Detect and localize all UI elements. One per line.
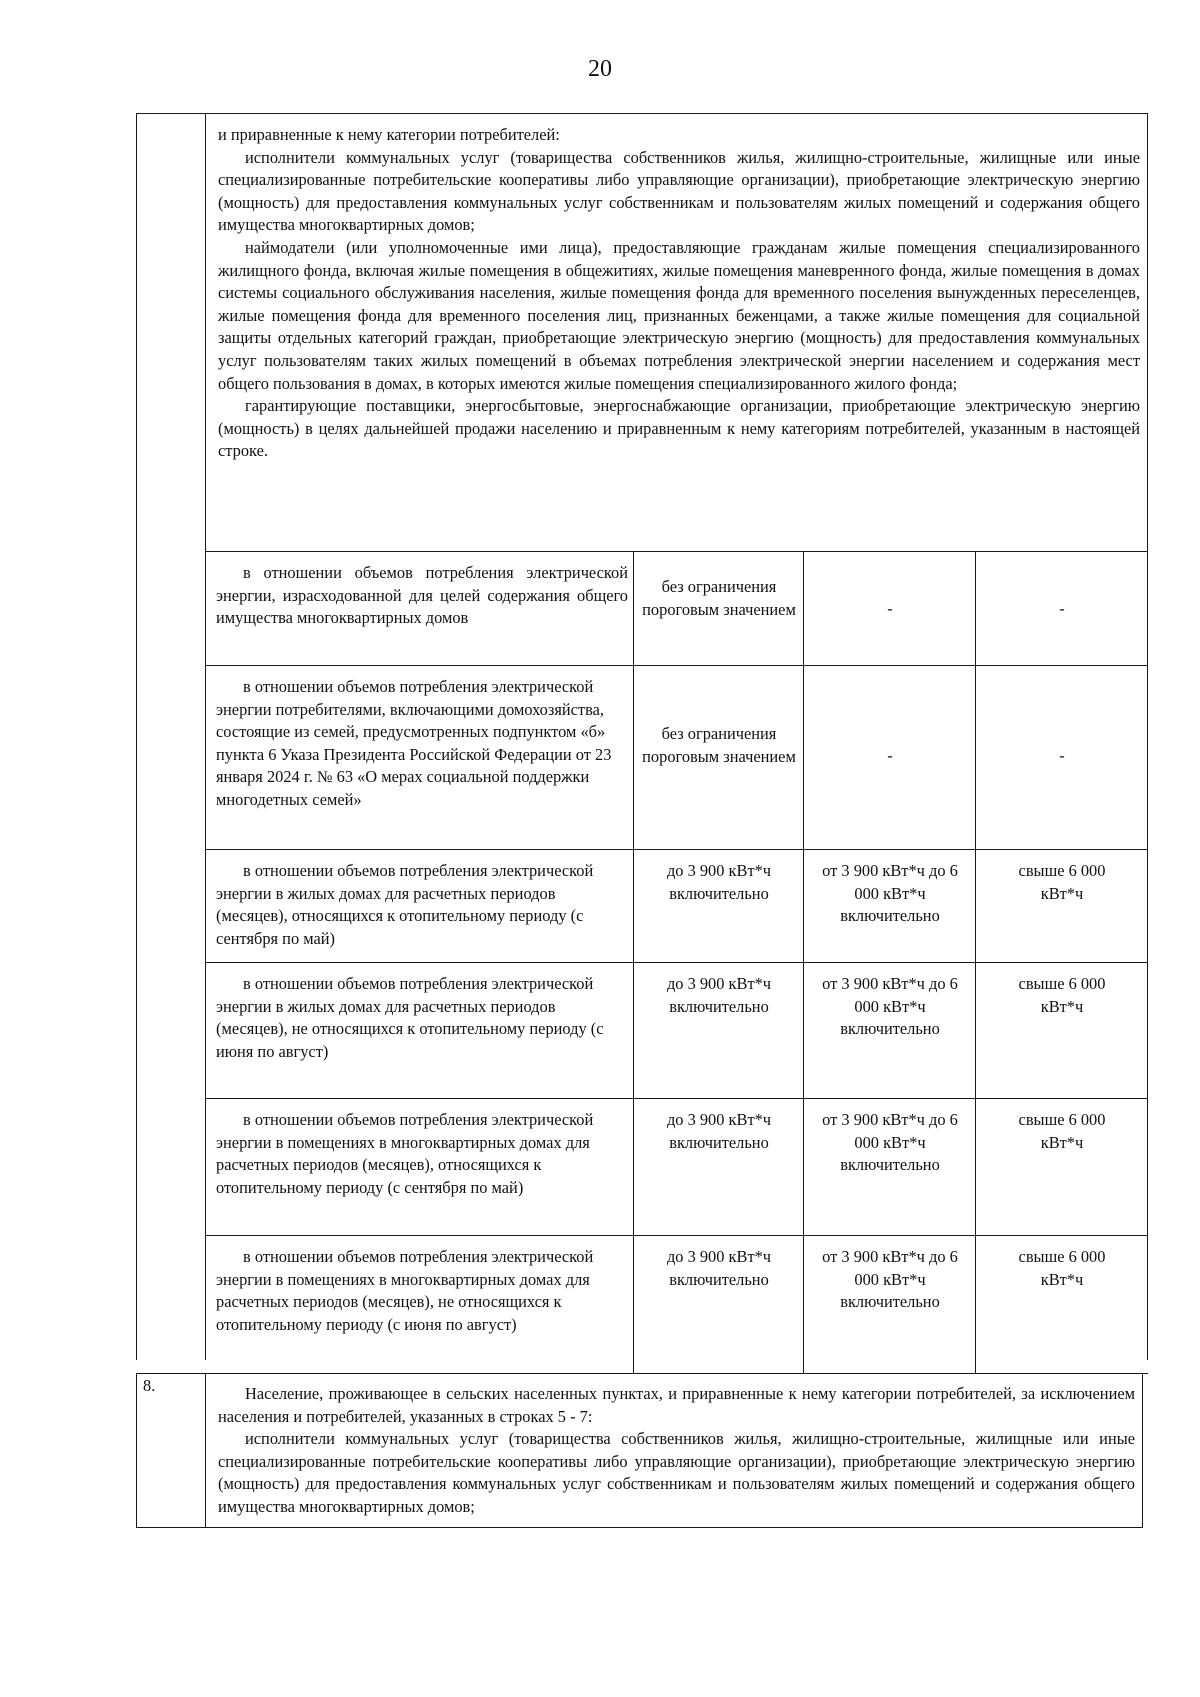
- row-divider: [205, 551, 1148, 552]
- paragraph: исполнители коммунальных услуг (товарищества собственников жилья, жилищно-строительные, жилищные или иные специализированные потребительские кооперативы либо управляющие организации), приобретающие электрическую энергию (мощность) для предоставления коммунальных услуг собственникам и пользователям жилых помещений и содержания общего имущества многоквартирных домов;: [218, 147, 1140, 235]
- paragraph: Население, проживающее в сельских населенных пунктах, и приравненные к нему категории потребителей, за исключением населения и потребителей, указанных в строках 5 - 7:: [218, 1384, 1135, 1426]
- range-2-value: от 3 900 кВт*ч до 6 000 кВт*ч включительно: [822, 974, 958, 1039]
- range-3-value: -: [1059, 599, 1065, 618]
- row-8-text: [218, 1383, 1135, 1519]
- range-1-value: до 3 900 кВт*ч включительно: [666, 1247, 772, 1289]
- paragraph: гарантирующие поставщики, энергосбытовые, энергоснабжающие организации, приобретающие электрическую энергию (мощность) в целях дальнейшей продажи населению и приравненным к нему категориям потребителей, указанным в настоящей строке.: [218, 396, 1140, 461]
- range-2-value: от 3 900 кВт*ч до 6 000 кВт*ч включительно: [822, 1247, 958, 1312]
- range-3-value: свыше 6 000 кВт*ч: [1018, 974, 1106, 1016]
- range-3-value: свыше 6 000 кВт*ч: [1018, 1110, 1106, 1152]
- top-section-text: [218, 124, 1140, 463]
- row-8-number-divider: [205, 1373, 206, 1527]
- range-2-value: от 3 900 кВт*ч до 6 000 кВт*ч включительно: [822, 1110, 958, 1175]
- range-2-value: -: [887, 746, 893, 765]
- range-3-value: -: [1059, 746, 1065, 765]
- row-8-top-border: [136, 1373, 1148, 1374]
- row-description: в отношении объемов потребления электрической энергии в помещениях в многоквартирных домах для расчетных периодов (месяцев), относящихся к отопительному периоду (с сентября по май): [216, 1110, 594, 1197]
- row-description: в отношении объемов потребления электрической энергии, израсходованной для целей содержания общего имущества многоквартирных домов: [216, 563, 628, 628]
- column-divider: [633, 551, 634, 1373]
- number-column-left-border: [136, 113, 137, 1360]
- row-8-left-border: [136, 1373, 137, 1527]
- row-divider: [205, 665, 1148, 666]
- paragraph: исполнители коммунальных услуг (товарищества собственников жилья, жилищно-строительные, жилищные или иные специализированные потребительские кооперативы либо управляющие организации), приобретающие электрическую энергию (мощность) для предоставления коммунальных услуг собственникам и пользователям жилых помещений и содержания общего имущества многоквартирных домов;: [218, 1429, 1135, 1516]
- range-2-value: -: [887, 599, 893, 618]
- paragraph: и приравненные к нему категории потребителей:: [218, 125, 560, 144]
- row-description: в отношении объемов потребления электрической энергии в жилых домах для расчетных периодов (месяцев), относящихся к отопительному периоду (с сентября по май): [216, 861, 594, 948]
- range-1-value: без ограничения пороговым значением: [642, 577, 796, 619]
- column-divider: [803, 551, 804, 1373]
- range-3-value: свыше 6 000 кВт*ч: [1018, 1247, 1106, 1289]
- row-number: 8.: [143, 1376, 156, 1395]
- range-1-value: до 3 900 кВт*ч включительно: [666, 974, 772, 1016]
- column-divider: [975, 551, 976, 1373]
- range-2-value: от 3 900 кВт*ч до 6 000 кВт*ч включительно: [822, 861, 958, 926]
- row-description: в отношении объемов потребления электрической энергии потребителями, включающими домохозяйства, состоящие из семей, предусмотренных подпунктом «б» пункта 6 Указа Президента Российской Федерации от 23 января 2024 г. № 63 «О мерах социальной поддержки многодетных семей»: [216, 677, 612, 809]
- paragraph: наймодатели (или уполномоченные ими лица), предоставляющие гражданам жилые помещения специализированного жилищного фонда, включая жилые помещения в общежитиях, жилые помещения маневренного фонда, жилые помещения в домах системы социального обслуживания населения, жилые помещения фонда для временного поселения вынужденных переселенцев, жилые помещения фонда для временного поселения лиц, признанных беженцами, а также жилые помещения для социальной защиты отдельных категорий граждан, приобретающие электрическую энергию (мощность) для предоставления коммунальных услуг пользователям таких жилых помещений в объемах потребления электрической энергии населением и содержания мест общего пользования в домах, в которых имеются жилые помещения специализированного жилого фонда;: [218, 237, 1140, 393]
- range-1-value: без ограничения пороговым значением: [642, 724, 796, 766]
- row-description: в отношении объемов потребления электрической энергии в помещениях в многоквартирных домах для расчетных периодов (месяцев), не относящихся к отопительному периоду (с июня по август): [216, 1247, 594, 1334]
- row-divider: [205, 1098, 1148, 1099]
- range-1-value: до 3 900 кВт*ч включительно: [666, 1110, 772, 1152]
- row-divider: [205, 849, 1148, 850]
- row-divider: [205, 1235, 1148, 1236]
- row-description: в отношении объемов потребления электрической энергии в жилых домах для расчетных периодов (месяцев), не относящихся к отопительному периоду (с июня по август): [216, 974, 604, 1061]
- range-1-value: до 3 900 кВт*ч включительно: [666, 861, 772, 903]
- table-top-border: [136, 113, 1148, 114]
- range-3-value: свыше 6 000 кВт*ч: [1018, 861, 1106, 903]
- number-column-right-border: [205, 113, 206, 1360]
- row-8-bottom-border: [136, 1527, 1143, 1528]
- page-number: 20: [588, 56, 612, 82]
- row-divider: [205, 962, 1148, 963]
- table-right-border: [1147, 113, 1148, 1360]
- row-8-right-border: [1142, 1373, 1143, 1527]
